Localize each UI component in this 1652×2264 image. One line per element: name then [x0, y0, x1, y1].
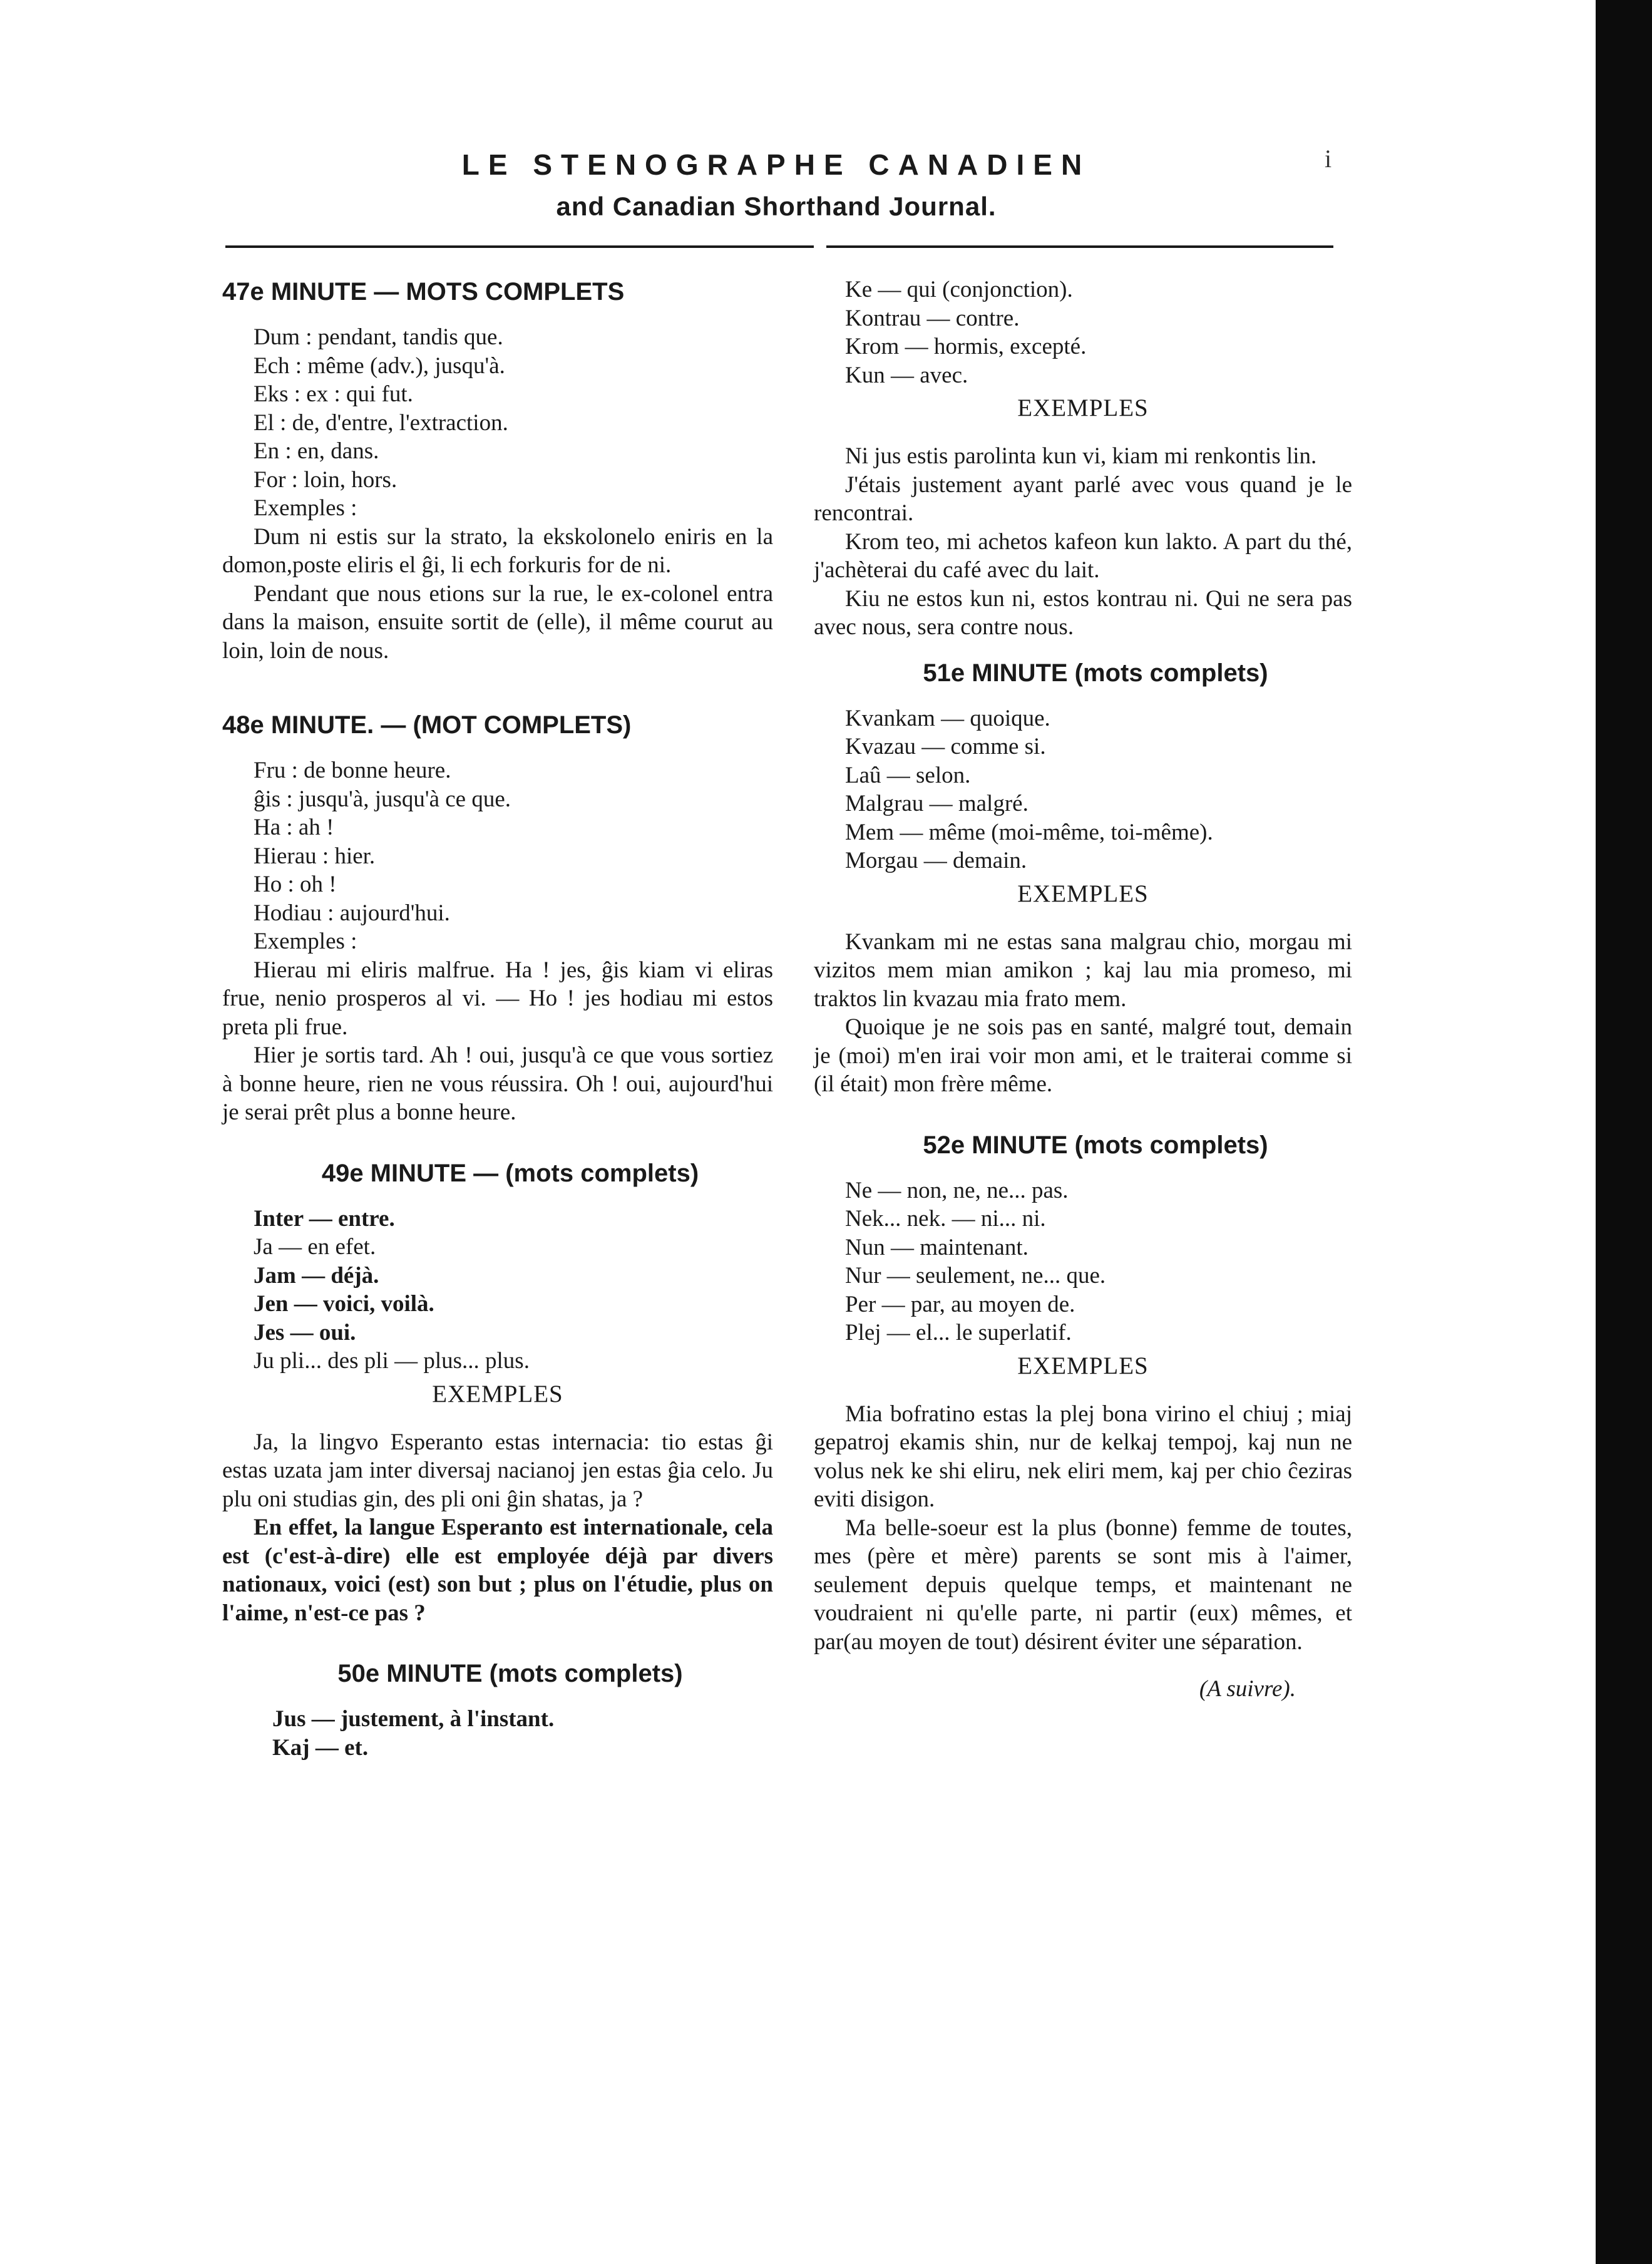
journal-subtitle: and Canadian Shorthand Journal.	[556, 192, 997, 221]
right-column	[814, 275, 1352, 1704]
section-heading-51: 51e MINUTE (mots complets)	[923, 659, 1268, 687]
example-paragraph: Quoique je ne sois pas en santé, malgré tout, demain je (moi) m'en irai voir mon ami, et le traiterai comme si (il était) mon frère même.	[814, 1014, 1352, 1097]
examples-heading-51: EXEMPLES	[1017, 880, 1149, 907]
vocab-list-51	[845, 704, 1352, 875]
example-paragraph: Hier je sortis tard. Ah ! oui, jusqu'à ce que vous sortiez à bonne heure, rien ne vous réussira. Oh ! oui, aujourd'hui je serai prêt plus a bonne heure.	[222, 1042, 773, 1125]
vocab-item: Eks : ex : qui fut.	[254, 381, 413, 407]
example-paragraph: En effet, la langue Esperanto est internationale, cela est (c'est-à-dire) elle est employée déjà par divers nationaux, voici (est) son but ; plus on l'étudie, plus on l'aime, n'est-ce pas ?	[222, 1515, 773, 1626]
section-heading-49: 49e MINUTE — (mots complets)	[321, 1159, 699, 1187]
header-rule-left	[225, 245, 814, 248]
vocab-item: Mem — même (moi-même, toi-même).	[845, 819, 1213, 845]
example-text-50	[814, 442, 1352, 642]
scan-dark-border	[1596, 0, 1652, 2264]
vocab-item: Dum : pendant, tandis que.	[254, 324, 503, 350]
vocab-item: Nun — maintenant.	[845, 1234, 1029, 1260]
section-heading-48: 48e MINUTE. — (MOT COMPLETS)	[222, 711, 632, 739]
vocab-item: Jam — déjà.	[254, 1262, 379, 1289]
vocab-item: Jen — voici, voilà.	[254, 1291, 434, 1317]
vocab-item: Ho : oh !	[254, 872, 337, 897]
example-paragraph: Kvankam mi ne estas sana malgrau chio, morgau mi vizitos mem mian amikon ; kaj lau mia promeso, mi traktos lin kvazau mia frato mem.	[814, 929, 1352, 1012]
journal-title: LE STENOGRAPHE CANADIEN	[461, 148, 1091, 181]
vocab-list-47	[254, 323, 773, 494]
vocab-list-48	[254, 756, 773, 927]
vocab-item: Ke — qui (conjonction).	[845, 277, 1073, 302]
examples-label-48: Exemples :	[254, 929, 357, 954]
example-text-51	[814, 928, 1352, 1099]
vocab-item: Kvazau — comme si.	[845, 734, 1046, 759]
example-paragraph: Kiu ne estos kun ni, estos kontrau ni. Qui ne sera pas avec nous, sera contre nous.	[814, 585, 1352, 640]
example-paragraph: Mia bofratino estas la plej bona virino el chiuj ; miaj gepatroj ekamis shin, nur de kelkaj tempoj, kaj nun ne volus nek ke shi eliru, nek eliri mem, kaj per chio ĉeziras eviti disigon.	[814, 1401, 1352, 1512]
left-column	[222, 275, 773, 1762]
example-paragraph: Ja, la lingvo Esperanto estas internacia: tio estas ĝi estas uzata jam inter diversaj nacianoj jen estas ĝia celo. Ju plu oni studias gin, des pli oni ĝin shatas, ja ?	[222, 1429, 773, 1512]
example-paragraph: Pendant que nous etions sur la rue, le ex-colonel entra dans la maison, ensuite sortit de (elle), il même courut au loin, loin de nous.	[222, 580, 773, 664]
vocab-item: Nur — seulement, ne... que.	[845, 1263, 1106, 1289]
vocab-item: Ha : ah !	[254, 815, 334, 840]
vocab-item: Kontrau — contre.	[845, 305, 1020, 331]
vocab-item: Kaj — et.	[272, 1734, 369, 1761]
vocab-item: El : de, d'entre, l'extraction.	[254, 409, 508, 436]
section-heading-52: 52e MINUTE (mots complets)	[923, 1131, 1268, 1159]
examples-heading-49: EXEMPLES	[432, 1380, 563, 1407]
example-paragraph: Ma belle-soeur est la plus (bonne) femme de toutes, mes (père et mère) parents se sont mis à l'aimer, seulement depuis quelque temps, et maintenant ne voudraient ni qu'elle parte, ni partir (eux) mêmes, et par(au moyen de tout) désirent éviter une séparation.	[814, 1515, 1352, 1655]
vocab-item: Per — par, au moyen de.	[845, 1291, 1075, 1317]
vocab-item: En : en, dans.	[254, 438, 379, 464]
example-text-49	[222, 1428, 773, 1628]
vocab-list-50-continued	[845, 275, 1352, 389]
vocab-item: Inter — entre.	[254, 1205, 395, 1232]
header-rule-right	[826, 245, 1333, 248]
vocab-item: Hierau : hier.	[254, 843, 376, 869]
example-text-48	[222, 956, 773, 1127]
to-be-continued: (A suivre).	[1199, 1676, 1296, 1702]
examples-label-47: Exemples :	[254, 495, 357, 521]
vocab-list-50	[272, 1705, 773, 1762]
vocab-item: Nek... nek. — ni... ni.	[845, 1206, 1046, 1232]
section-heading-47: 47e MINUTE — MOTS COMPLETS	[222, 278, 625, 306]
vocab-item: Ech : même (adv.), jusqu'à.	[254, 352, 505, 379]
vocab-item: Ne — non, ne, ne... pas.	[845, 1177, 1069, 1203]
vocab-item: Kun — avec.	[845, 362, 968, 388]
vocab-item: Ja — en efet.	[254, 1234, 376, 1260]
vocab-item: Ju pli... des pli — plus... plus.	[254, 1348, 530, 1374]
section-heading-50: 50e MINUTE (mots complets)	[337, 1660, 683, 1687]
vocab-item: Krom — hormis, excepté.	[845, 334, 1087, 359]
vocab-item: Jus — justement, à l'instant.	[272, 1706, 555, 1732]
example-paragraph: Ni jus estis parolinta kun vi, kiam mi renkontis lin.	[845, 443, 1317, 469]
example-paragraph: Hierau mi eliris malfrue. Ha ! jes, ĝis kiam vi eliras frue, nenio prosperos al vi. — Ho ! jes hodiau mi estos preta pli frue.	[222, 957, 773, 1040]
vocab-item: Malgrau — malgré.	[845, 791, 1029, 816]
example-paragraph: J'étais justement ayant parlé avec vous quand je le rencontrai.	[814, 471, 1352, 526]
vocab-list-49	[254, 1205, 773, 1376]
vocab-item: Kvankam — quoique.	[845, 705, 1050, 731]
examples-heading-52: EXEMPLES	[1017, 1352, 1149, 1379]
page-number: i	[1325, 145, 1332, 173]
examples-heading-50: EXEMPLES	[1017, 394, 1149, 421]
vocab-item: Morgau — demain.	[845, 848, 1027, 873]
vocab-list-52	[845, 1176, 1352, 1347]
example-text-52	[814, 1400, 1352, 1657]
example-paragraph: Krom teo, mi achetos kafeon kun lakto. A part du thé, j'achèterai du café avec du lait.	[814, 528, 1352, 583]
vocab-item: For : loin, hors.	[254, 466, 398, 493]
example-paragraph: Dum ni estis sur la strato, la ekskolonelo eniris en la domon,poste eliris el ĝi, li ech forkuris for de ni.	[222, 523, 773, 578]
vocab-item: ĝis : jusqu'à, jusqu'à ce que.	[254, 786, 511, 812]
vocab-item: Plej — el... le superlatif.	[845, 1320, 1072, 1346]
vocab-item: Jes — oui.	[254, 1319, 356, 1346]
vocab-item: Laû — selon.	[845, 762, 971, 788]
vocab-item: Hodiau : aujourd'hui.	[254, 900, 450, 926]
example-text-47	[222, 523, 773, 666]
vocab-item: Fru : de bonne heure.	[254, 758, 451, 783]
